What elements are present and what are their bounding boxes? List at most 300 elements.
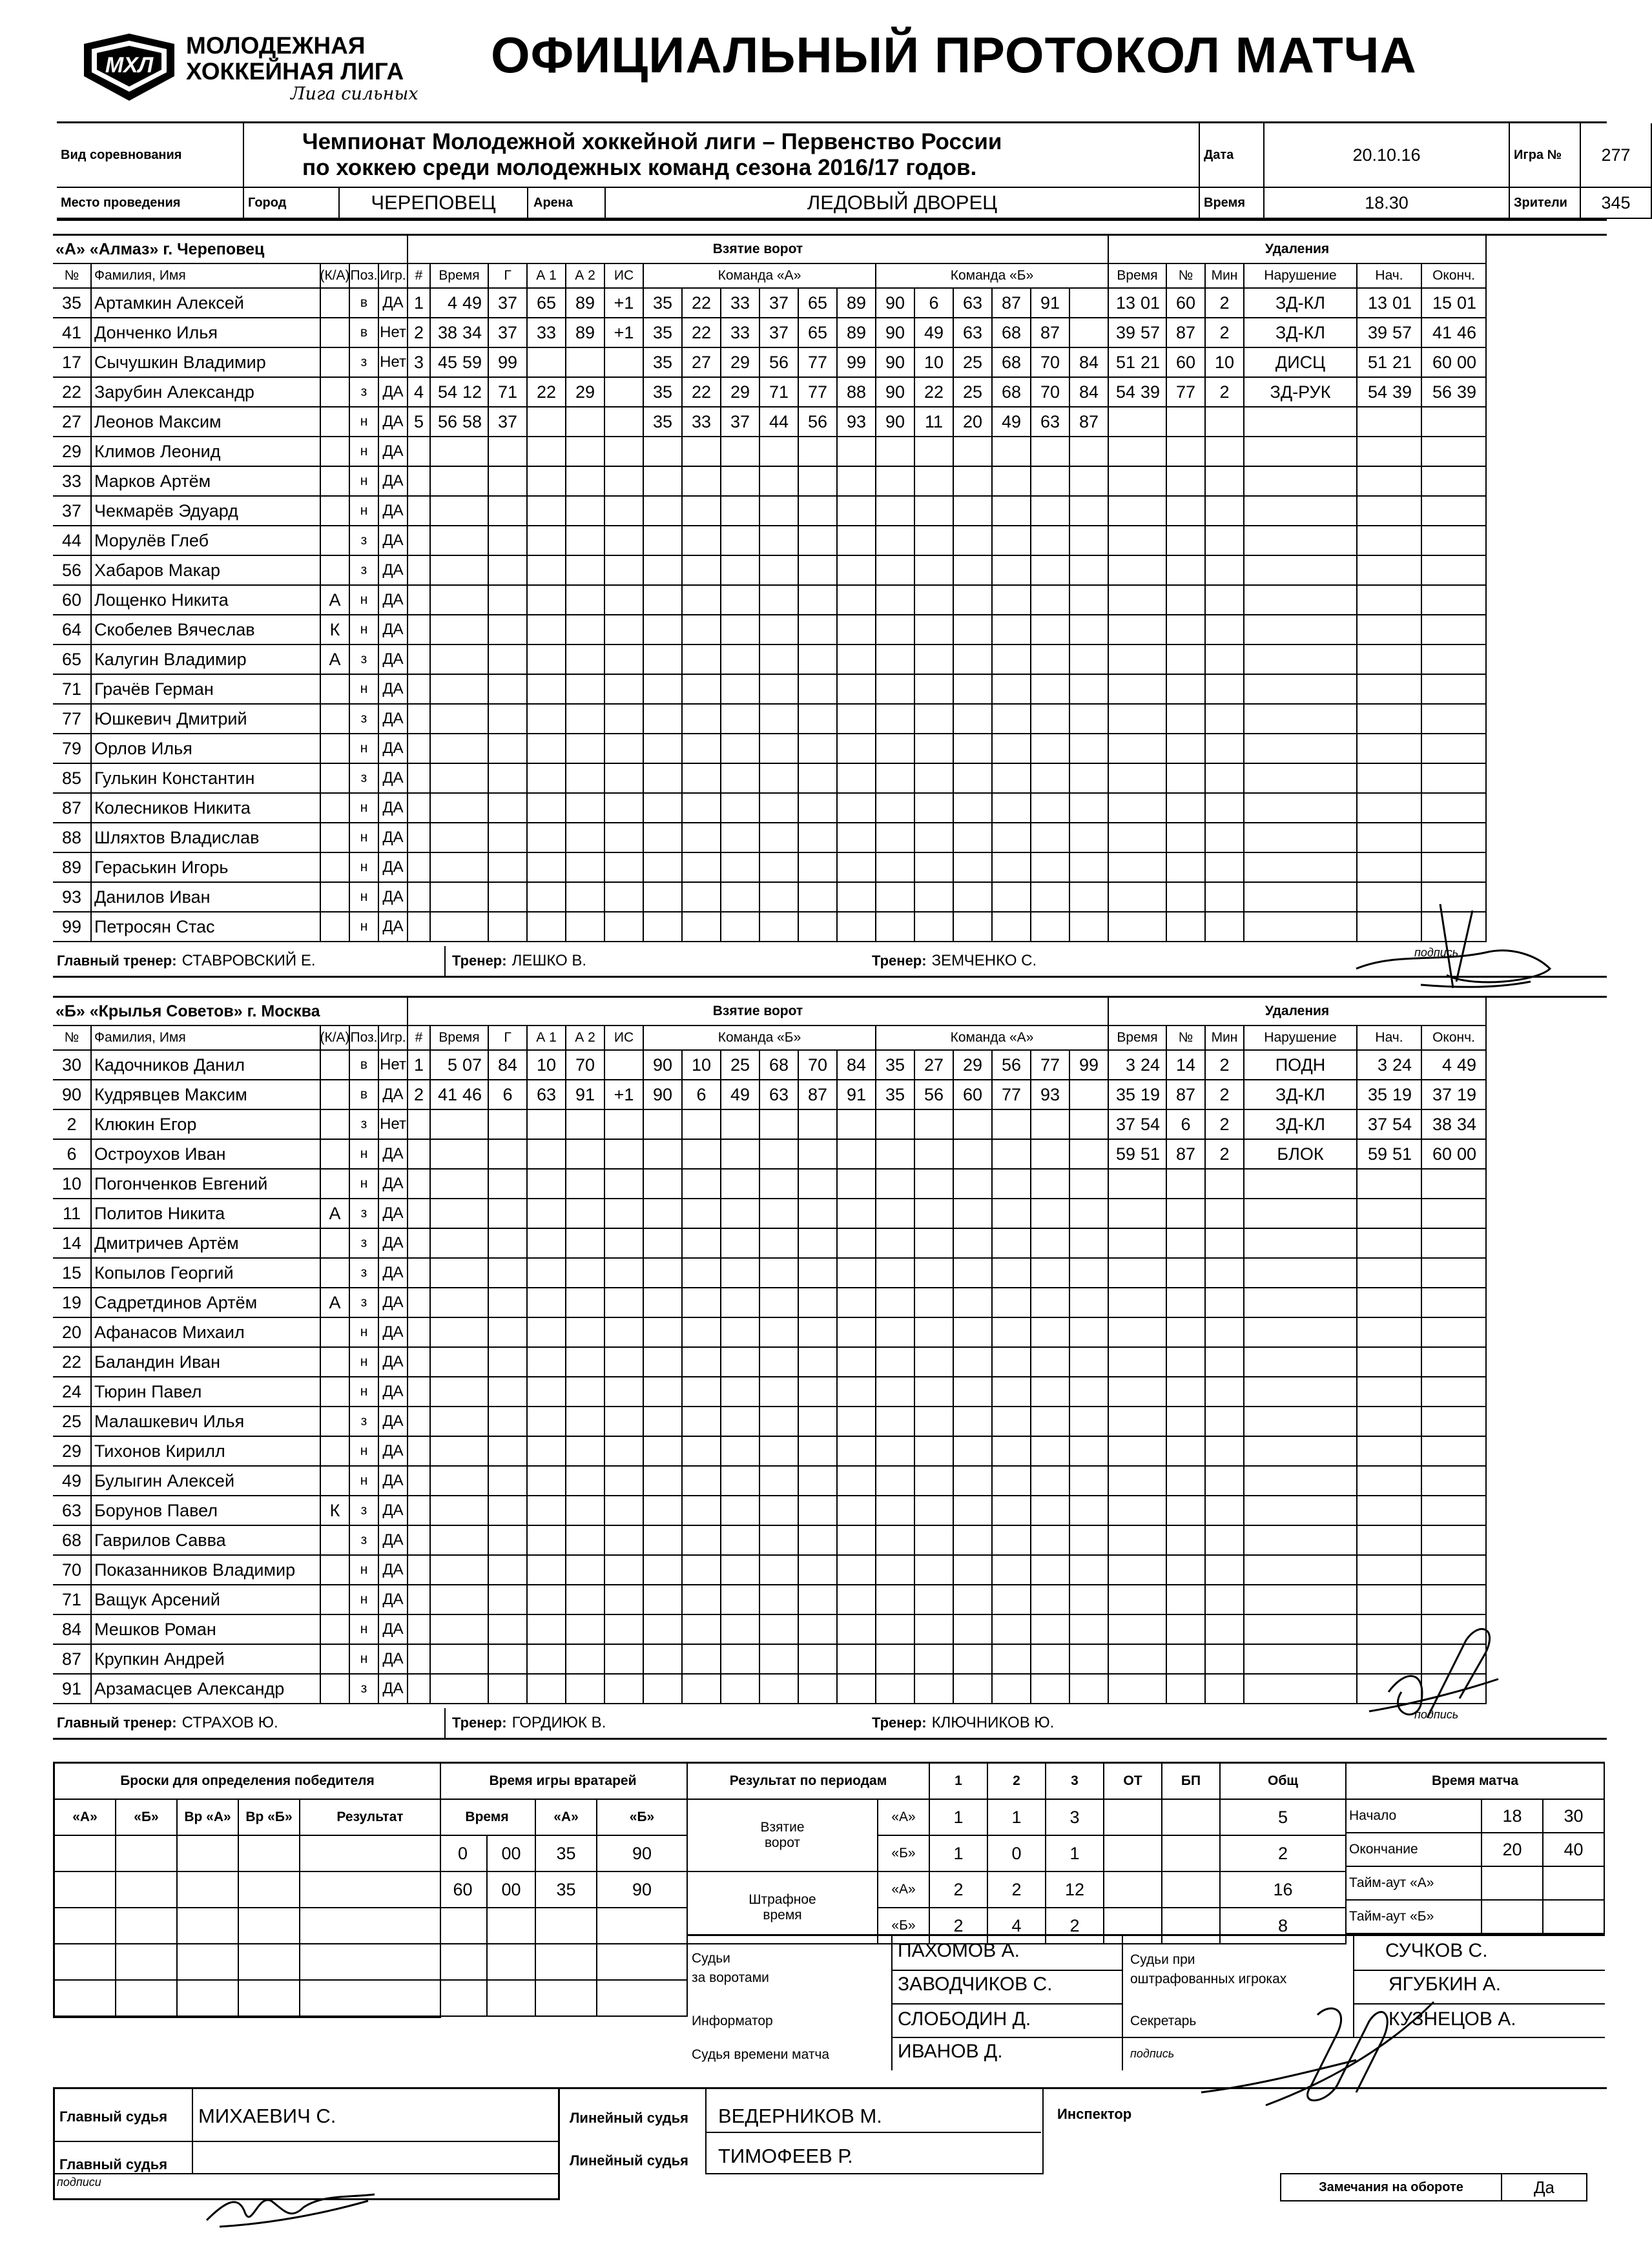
goal-cell <box>431 1645 460 1675</box>
penalty-cell <box>1390 1377 1422 1407</box>
player-role: К <box>321 1496 350 1526</box>
goal-cell <box>489 734 528 764</box>
goal-cell <box>799 1407 838 1437</box>
penalty-cell <box>1244 883 1358 912</box>
pim-a-p1: 2 <box>930 1872 988 1908</box>
remarks-label: Замечания на обороте <box>1281 2174 1502 2200</box>
penalty-cell <box>1390 1585 1422 1615</box>
goal-line-1-player: 29 <box>721 348 760 378</box>
col-pos: Поз. <box>350 264 379 289</box>
goal-cell <box>1070 1437 1109 1467</box>
goals-b-total: 2 <box>1221 1836 1347 1872</box>
goal-cell <box>683 1675 721 1704</box>
player-position: н <box>350 1645 379 1675</box>
goal-cell <box>915 586 954 615</box>
goal-cell <box>566 1556 605 1585</box>
goal-cell <box>954 437 993 467</box>
penalty-cell <box>1358 1675 1390 1704</box>
goal-line-1-player: 49 <box>721 1080 760 1110</box>
player-name <box>92 1556 321 1585</box>
penalty-cell <box>1206 556 1244 586</box>
goal-cell <box>721 467 760 497</box>
player-number: 65 <box>53 645 92 675</box>
goal-cell <box>408 675 431 705</box>
goal-cell <box>799 1615 838 1645</box>
goal-cell <box>605 1318 644 1348</box>
goal-cell <box>721 1377 760 1407</box>
goal-cell <box>528 734 566 764</box>
goal-cell <box>760 1140 799 1170</box>
coach-label: Тренер: <box>872 1715 927 1731</box>
goal-cell <box>915 912 954 942</box>
pim-a-so <box>1162 1872 1221 1908</box>
goal-cell <box>721 497 760 526</box>
player-position: з <box>350 645 379 675</box>
goal-cell <box>876 1348 915 1377</box>
team-b-signature <box>1311 1708 1607 1738</box>
player-played: ДА <box>379 407 408 437</box>
goal-cell <box>993 1556 1031 1585</box>
match-time-table <box>1347 1762 1605 1934</box>
goal-cell <box>876 556 915 586</box>
pim-team-a-label: «А» <box>878 1872 930 1908</box>
player-name-text: Баландин Иван <box>94 1352 221 1372</box>
penalty-cell <box>1206 1526 1244 1556</box>
player-role <box>321 1675 350 1704</box>
linesman-label-2: Линейный судья <box>570 2152 688 2169</box>
goal-minutes: 54 <box>431 378 460 407</box>
goal-cell <box>838 1199 876 1229</box>
penalty-cell <box>1138 1526 1167 1556</box>
period-col-3: 3 <box>1046 1764 1104 1800</box>
player-position: н <box>350 1377 379 1407</box>
goal-cell <box>644 645 683 675</box>
goal-cell <box>644 1140 683 1170</box>
goal-cell <box>838 1259 876 1288</box>
penalty-cell <box>1138 1229 1167 1259</box>
goal-cell <box>760 1348 799 1377</box>
goal-cell <box>799 615 838 645</box>
goal-cell <box>566 467 605 497</box>
goal-cell <box>605 764 644 794</box>
goal-cell <box>644 526 683 556</box>
goal-assist-1: 10 <box>528 1051 566 1080</box>
goal-cell <box>954 853 993 883</box>
goal-cell <box>876 912 915 942</box>
goal-cell <box>954 883 993 912</box>
goal-cell <box>799 1526 838 1556</box>
penalty-cell <box>1167 1675 1206 1704</box>
goal-line-2-player: 90 <box>876 378 915 407</box>
penalty-end-seconds: 01 <box>1454 289 1487 318</box>
goal-cell <box>993 1645 1031 1675</box>
goal-cell <box>760 883 799 912</box>
goal-cell <box>566 1437 605 1467</box>
goal-cell <box>528 1615 566 1645</box>
player-name-text: Копылов Георгий <box>94 1263 234 1283</box>
goal-cell <box>799 526 838 556</box>
arena-value: ЛЕДОВЫЙ ДВОРЕЦ <box>807 191 998 214</box>
officials-row-line <box>1353 1970 1605 1971</box>
penalty-cell <box>1109 853 1138 883</box>
goal-cell <box>1031 1467 1070 1496</box>
goal-line-2-player: 27 <box>915 1051 954 1080</box>
goal-cell <box>431 734 460 764</box>
goal-cell <box>838 437 876 467</box>
goal-line-1-player: 89 <box>838 289 876 318</box>
player-position: н <box>350 912 379 942</box>
penalty-cell <box>1422 645 1454 675</box>
goal-cell <box>528 675 566 705</box>
goal-cell <box>528 1496 566 1526</box>
goal-cell <box>799 883 838 912</box>
goal-line-2-player: 60 <box>954 1080 993 1110</box>
penalty-duration: 10 <box>1206 348 1244 378</box>
goal-cell <box>1070 1110 1109 1140</box>
match-start-minutes: 30 <box>1544 1800 1605 1833</box>
penalty-cell <box>1390 1407 1422 1437</box>
goal-cell <box>915 1615 954 1645</box>
penalty-cell <box>1138 1556 1167 1585</box>
player-name <box>92 823 321 853</box>
penalty-cell <box>1138 1288 1167 1318</box>
goal-scorer: 84 <box>489 1051 528 1080</box>
goal-judges-label <box>692 1949 769 1988</box>
goal-cell <box>954 734 993 764</box>
goal-cell <box>993 1318 1031 1348</box>
penalty-cell <box>1358 1526 1390 1556</box>
goal-seconds: 46 <box>460 1080 489 1110</box>
goal-cell <box>799 1675 838 1704</box>
goal-cell <box>838 1585 876 1615</box>
shootout-cell <box>178 1944 239 1981</box>
penalty-cell <box>1358 586 1390 615</box>
match-start-label: Начало <box>1347 1800 1482 1833</box>
goal-cell <box>721 1556 760 1585</box>
penalty-minutes: 37 <box>1109 1110 1138 1140</box>
penalty-cell <box>1422 1348 1454 1377</box>
player-position: н <box>350 615 379 645</box>
penalty-cell <box>1454 1496 1487 1526</box>
player-role <box>321 1080 350 1110</box>
date-label: Дата <box>1200 123 1265 188</box>
goal-cell <box>993 1377 1031 1407</box>
timekeeper-name: ИВАНОВ Д. <box>898 2041 1003 2062</box>
penalty-cell <box>1167 1407 1206 1437</box>
penalty-cell <box>1138 1407 1167 1437</box>
goal-cell <box>1031 1229 1070 1259</box>
goalie-cell <box>488 1908 536 1944</box>
penalty-cell <box>1454 467 1487 497</box>
penalty-cell <box>1422 1675 1454 1704</box>
player-name <box>92 1170 321 1199</box>
player-role <box>321 794 350 823</box>
goal-cell <box>408 467 431 497</box>
penalty-cell <box>1390 497 1422 526</box>
penalty-cell <box>1167 1170 1206 1199</box>
penalty-cell <box>1138 1467 1167 1496</box>
goal-line-2-player: 77 <box>1031 1051 1070 1080</box>
goal-line-1-player: 22 <box>683 378 721 407</box>
penalty-cell <box>1454 853 1487 883</box>
player-role <box>321 1140 350 1170</box>
goal-line-2-player: 20 <box>954 407 993 437</box>
time-value: 18.30 <box>1265 188 1510 219</box>
goal-cell <box>993 1288 1031 1318</box>
goal-cell <box>993 734 1031 764</box>
goal-cell <box>683 556 721 586</box>
shootout-cell <box>178 1836 239 1872</box>
player-name-text: Петросян Стас <box>94 916 215 936</box>
penalty-cell <box>1390 1170 1422 1199</box>
penalty-cell <box>1167 556 1206 586</box>
col-name: Фамилия, Имя <box>92 264 321 289</box>
goal-line-1-player: 56 <box>760 348 799 378</box>
goal-cell <box>460 675 489 705</box>
goals-b-so <box>1162 1836 1221 1872</box>
goal-cell <box>566 1318 605 1348</box>
goal-cell <box>1070 1585 1109 1615</box>
player-position: н <box>350 734 379 764</box>
player-name-text: Хабаров Макар <box>94 560 221 580</box>
goal-cell <box>760 823 799 853</box>
pim-b-p1: 2 <box>930 1908 988 1944</box>
goal-cell <box>1070 467 1109 497</box>
goal-cell <box>489 645 528 675</box>
goal-cell <box>408 1170 431 1199</box>
penalty-cell <box>1244 1377 1358 1407</box>
goal-cell <box>799 705 838 734</box>
player-position: в <box>350 318 379 348</box>
goal-cell <box>489 1407 528 1437</box>
penalty-duration: 2 <box>1206 289 1244 318</box>
goal-cell <box>993 1229 1031 1259</box>
penalty-duration: 2 <box>1206 1140 1244 1170</box>
goal-seconds: 34 <box>460 318 489 348</box>
goal-cell <box>566 883 605 912</box>
goal-cell <box>644 1496 683 1526</box>
shootout-col-result: Результат <box>300 1800 441 1836</box>
col-pen-viol: Нарушение <box>1244 1026 1358 1051</box>
goal-cell <box>566 437 605 467</box>
goal-cell <box>566 1615 605 1645</box>
goal-cell <box>644 556 683 586</box>
goal-cell <box>799 586 838 615</box>
penalty-violation: ЗД-КЛ <box>1244 289 1358 318</box>
goal-cell <box>644 497 683 526</box>
penalty-cell <box>1358 1318 1390 1348</box>
team-b-coaches <box>53 1708 1607 1740</box>
player-name <box>92 526 321 556</box>
penalty-start-seconds: 54 <box>1390 1110 1422 1140</box>
goal-cell <box>408 1348 431 1377</box>
penalty-cell <box>1206 526 1244 556</box>
penalty-cell <box>1422 1199 1454 1229</box>
player-name <box>92 1348 321 1377</box>
penalty-cell <box>1390 823 1422 853</box>
goal-cell <box>915 1140 954 1170</box>
goal-cell <box>799 1377 838 1407</box>
penalty-cell <box>1206 705 1244 734</box>
penalty-cell <box>1206 1318 1244 1348</box>
player-name <box>92 853 321 883</box>
goal-line-2-player: 56 <box>993 1051 1031 1080</box>
goal-cell <box>721 1675 760 1704</box>
penalty-start-minutes: 54 <box>1358 378 1390 407</box>
goal-cell <box>605 912 644 942</box>
goal-cell <box>915 645 954 675</box>
goal-line-2-player: 84 <box>1070 348 1109 378</box>
player-name <box>92 912 321 942</box>
goal-cell <box>915 883 954 912</box>
penalty-cell <box>1244 645 1358 675</box>
penalty-cell <box>1167 675 1206 705</box>
player-role <box>321 705 350 734</box>
penalty-cell <box>1244 1170 1358 1199</box>
goal-assist-1 <box>528 407 566 437</box>
goal-cell <box>876 1259 915 1288</box>
penalty-cell <box>1454 556 1487 586</box>
officials-block <box>688 1934 1605 2070</box>
goal-cell <box>760 764 799 794</box>
col-pen-time: Время <box>1109 264 1167 289</box>
goal-cell <box>460 1229 489 1259</box>
pim-team-b-label: «Б» <box>878 1908 930 1944</box>
shootout-cell <box>116 1908 178 1944</box>
goal-cell <box>954 645 993 675</box>
timeout-a-cell <box>1544 1867 1605 1901</box>
player-role <box>321 1437 350 1467</box>
penalty-cell <box>1167 645 1206 675</box>
goal-cell <box>799 1259 838 1288</box>
player-position: з <box>350 1526 379 1556</box>
goal-line-2-player: 70 <box>1031 348 1070 378</box>
col-line-1: Команда «А» <box>644 264 876 289</box>
pim-b-p3: 2 <box>1046 1908 1104 1944</box>
penalty-cell <box>1244 1645 1358 1675</box>
goal-cell <box>566 1288 605 1318</box>
goal-cell <box>408 1318 431 1348</box>
goal-cell <box>838 705 876 734</box>
goal-cell <box>644 1288 683 1318</box>
player-name <box>92 1051 321 1080</box>
player-name-text: Остроухов Иван <box>94 1144 226 1164</box>
goal-cell <box>915 556 954 586</box>
player-name-text: Сычушкин Владимир <box>94 352 266 372</box>
goal-cell <box>683 526 721 556</box>
penalty-end-minutes: 4 <box>1422 1051 1454 1080</box>
penalty-cell <box>1244 556 1358 586</box>
player-position: з <box>350 1229 379 1259</box>
goal-cell <box>489 467 528 497</box>
player-role <box>321 823 350 853</box>
goal-cell <box>489 794 528 823</box>
penalty-cell <box>1244 615 1358 645</box>
goal-cell <box>460 1199 489 1229</box>
player-name-text: Борунов Павел <box>94 1500 218 1520</box>
shootout-cell <box>116 2017 178 2018</box>
player-role <box>321 556 350 586</box>
goal-cell <box>954 794 993 823</box>
penalty-cell <box>1390 526 1422 556</box>
goal-cell <box>528 1585 566 1615</box>
penalty-cell <box>1244 1437 1358 1467</box>
player-played: ДА <box>379 1585 408 1615</box>
goal-cell <box>408 1259 431 1288</box>
penalty-cell <box>1138 883 1167 912</box>
goal-cell <box>644 1318 683 1348</box>
goalie-row-2-mm: 60 <box>439 1872 488 1908</box>
goal-line-1-player: 70 <box>799 1051 838 1080</box>
goal-cell <box>954 705 993 734</box>
period-col-so: БП <box>1162 1764 1221 1800</box>
league-name-line1: МОЛОДЕЖНАЯ <box>186 32 366 59</box>
penalty-violation: ДИСЦ <box>1244 348 1358 378</box>
goal-cell <box>954 1645 993 1675</box>
goal-cell <box>915 1437 954 1467</box>
goal-cell <box>683 705 721 734</box>
goal-cell <box>838 1615 876 1645</box>
player-role <box>321 1407 350 1437</box>
goal-cell <box>489 1437 528 1467</box>
goal-cell <box>683 645 721 675</box>
goal-cell <box>683 1437 721 1467</box>
penalty-cell <box>1454 705 1487 734</box>
goal-line-1-player: 56 <box>799 407 838 437</box>
shootout-col-gk-b: Вр «Б» <box>239 1800 300 1836</box>
penalty-player: 60 <box>1167 348 1206 378</box>
goal-seconds: 49 <box>460 289 489 318</box>
goal-cell <box>876 823 915 853</box>
goal-line-1-player: 35 <box>644 318 683 348</box>
goal-cell <box>566 556 605 586</box>
penalty-cell <box>1358 705 1390 734</box>
goal-cell <box>954 1556 993 1585</box>
goal-cell <box>408 705 431 734</box>
goal-cell <box>838 556 876 586</box>
goal-cell <box>954 675 993 705</box>
goal-cell <box>799 1170 838 1199</box>
goal-cell <box>915 705 954 734</box>
penalty-cell <box>1244 407 1358 437</box>
goal-cell <box>644 1585 683 1615</box>
player-number: 10 <box>53 1170 92 1199</box>
col-a1: А 1 <box>528 264 566 289</box>
player-name-text: Гулькин Константин <box>94 768 255 788</box>
penalty-duration: 2 <box>1206 1110 1244 1140</box>
col-pen-viol: Нарушение <box>1244 264 1358 289</box>
player-position: н <box>350 586 379 615</box>
goal-cell <box>431 1110 460 1140</box>
goal-cell <box>799 1318 838 1348</box>
goal-cell <box>431 883 460 912</box>
goal-cell <box>876 1170 915 1199</box>
goal-cell <box>915 1259 954 1288</box>
goal-cell <box>644 1170 683 1199</box>
goal-cell <box>489 912 528 942</box>
penalty-cell <box>1358 912 1390 942</box>
player-role <box>321 437 350 467</box>
player-played: ДА <box>379 1140 408 1170</box>
goal-cell <box>489 1615 528 1645</box>
penalty-cell <box>1206 437 1244 467</box>
goal-cell <box>605 705 644 734</box>
player-played: ДА <box>379 1170 408 1199</box>
goal-cell <box>528 586 566 615</box>
goal-cell <box>566 705 605 734</box>
player-number: 49 <box>53 1467 92 1496</box>
penalty-seconds: 21 <box>1138 348 1167 378</box>
